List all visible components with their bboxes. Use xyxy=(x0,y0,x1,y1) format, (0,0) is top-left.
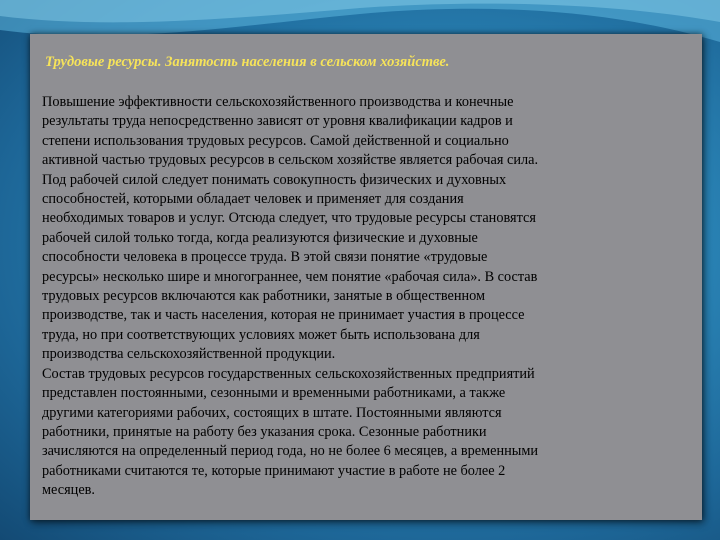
text-line: Под рабочей силой следует понимать совокупность физических и духовных xyxy=(42,171,507,188)
text-line: способности человека в процессе труда. В этой связи понятие «трудовые xyxy=(42,249,488,266)
slide-body xyxy=(42,93,682,501)
text-line: другими категориями рабочих, состоящих в штате. Постоянными являются xyxy=(42,404,502,421)
text-line: степени использования трудовых ресурсов. Самой действенной и социально xyxy=(42,132,509,149)
text-line: представлен постоянными, сезонными и временными работниками, а также xyxy=(42,385,506,402)
text-line: Повышение эффективности сельскохозяйственного производства и конечные xyxy=(42,94,514,110)
text-line: производства сельскохозяйственной продукции. xyxy=(42,346,336,363)
text-line: зачисляются на определенный период года, но не более 6 месяцев, а временными xyxy=(42,443,539,460)
text-line: результаты труда непосредственно зависят от уровня квалификации кадров и xyxy=(42,113,513,130)
text-line: активной частью трудовых ресурсов в сельском хозяйстве является рабочая сила. xyxy=(42,152,539,169)
text-line: необходимых товаров и услуг. Отсюда следует, что трудовые ресурсы становятся xyxy=(42,210,536,227)
text-line: Состав трудовых ресурсов государственных сельскохозяйственных предприятий xyxy=(42,365,535,382)
text-line: месяцев. xyxy=(42,482,95,499)
text-line: труда, но при соответствующих условиях может быть использована для xyxy=(42,326,480,343)
slide-title: Трудовые ресурсы. Занятость населения в сельском хозяйстве. xyxy=(45,54,450,70)
text-line: ресурсы» несколько шире и многограннее, чем понятие «рабочая сила». В состав xyxy=(42,268,538,285)
text-line: производстве, так и часть населения, которая не принимает участия в процессе xyxy=(42,307,525,324)
text-line: способностей, которыми обладает человек и применяет для создания xyxy=(42,191,464,208)
text-line: работниками считаются те, которые принимают участие в работе не более 2 xyxy=(42,462,506,479)
text-line: рабочей силой только тогда, когда реализуются физические и духовные xyxy=(42,229,478,246)
text-line: трудовых ресурсов включаются как работники, занятые в общественном xyxy=(42,288,486,305)
text-line: работники, принятые на работу без указания срока. Сезонные работники xyxy=(42,423,487,440)
